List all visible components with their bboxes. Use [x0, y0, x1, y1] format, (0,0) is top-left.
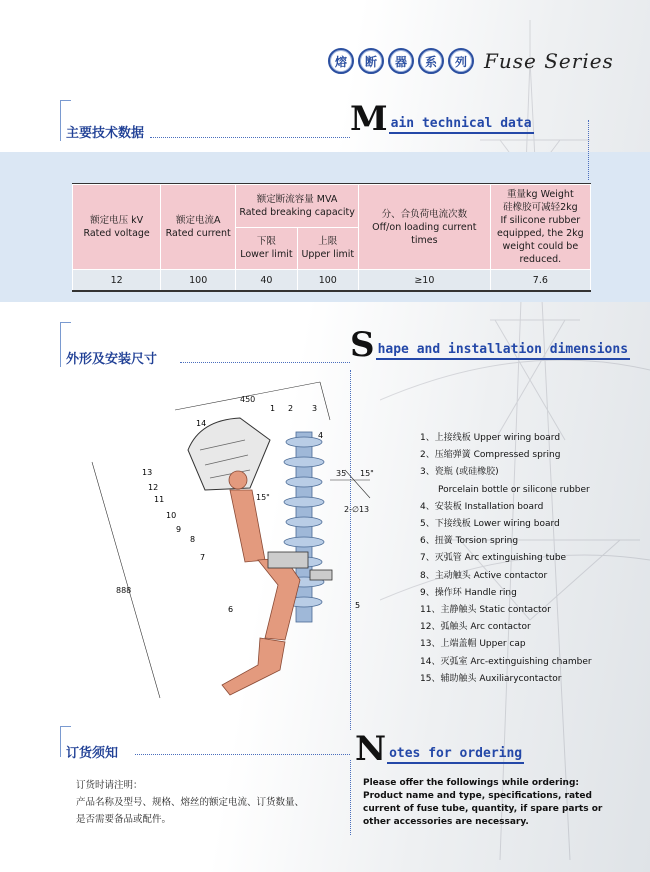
- list-item: 11、主静触头 Static contactor: [420, 605, 551, 616]
- list-item: Porcelain bottle or silicone rubber: [438, 484, 590, 495]
- list-item: 1、上接线板 Upper wiring board: [420, 433, 561, 443]
- dim-angle: 15": [360, 469, 374, 478]
- table-cell: 12: [73, 270, 161, 292]
- dim-hole: 2-∅13: [344, 505, 370, 514]
- spec-table: [72, 184, 591, 292]
- dim-height: 888: [116, 586, 132, 595]
- list-item: 6、扭簧 Torsion spring: [420, 536, 519, 547]
- fuse-dimension-drawing: [80, 380, 380, 710]
- table-rule-bottom: [72, 290, 591, 292]
- series-badge: 熔: [328, 48, 354, 74]
- series-badge: 系: [418, 48, 444, 74]
- dotted-guide: [350, 760, 351, 835]
- table-cell: 100: [297, 270, 358, 292]
- list-item: 12、弧触头 Arc contactor: [420, 622, 531, 633]
- note-line: Product name and type, specifications, rated current of fuse tube, quantity, if spare parts or other accessories are necessary.: [363, 791, 603, 827]
- col-header-lower: 下限 Lower limit: [236, 227, 297, 270]
- parts-list: [420, 430, 592, 688]
- series-header: [328, 48, 614, 74]
- section-underline: [135, 754, 350, 755]
- section-initial: M: [350, 99, 388, 139]
- dimension-line: [92, 462, 160, 698]
- list-item: 8、主动触头 Active contactor: [420, 570, 548, 581]
- list-item: 14、灭弧室 Arc-extinguishing chamber: [420, 656, 592, 667]
- section-title-rest: otes for ordering: [387, 746, 524, 764]
- list-item: 9、操作环 Handle ring: [420, 587, 517, 598]
- dotted-guide: [588, 120, 589, 180]
- dim-width: 450: [240, 395, 256, 404]
- dim-offset: 35: [336, 469, 347, 478]
- table-cell: 7.6: [490, 270, 590, 292]
- note-line: 是否需要备品或配件。: [76, 814, 172, 825]
- callout: 6: [228, 605, 234, 614]
- col-header-voltage: 额定电压 kV Rated voltage: [73, 185, 161, 270]
- callout: 3: [312, 404, 318, 413]
- callout: 8: [190, 535, 196, 544]
- series-badge: 断: [358, 48, 384, 74]
- list-item: 5、下接线板 Lower wiring board: [420, 519, 560, 530]
- list-item: 15、辅助触头 Auxiliarycontactor: [420, 673, 562, 684]
- note-line: 订货时请注明：: [76, 780, 143, 791]
- section-title-cn: 主要技术数据: [66, 126, 145, 141]
- callout: 12: [148, 483, 159, 492]
- table-cell: 40: [236, 270, 297, 292]
- callout: 1: [270, 404, 276, 413]
- table-row: [73, 270, 591, 292]
- callout: 9: [176, 525, 182, 534]
- callout: 4: [318, 431, 324, 440]
- section-title-en: [350, 325, 630, 365]
- table-cell: ≥10: [358, 270, 490, 292]
- section-initial: N: [355, 729, 387, 769]
- section-underline: [180, 362, 350, 363]
- col-header-current: 额定电流A Rated current: [161, 185, 236, 270]
- list-item: 4、安装板 Installation board: [420, 501, 544, 512]
- callout: 10: [166, 511, 177, 520]
- callout: 14: [196, 419, 207, 428]
- callout: 5: [355, 601, 361, 610]
- section-title-rest: hape and installation dimensions: [376, 342, 630, 360]
- col-header-times: 分、合负荷电流次数 Off/on loading current times: [358, 185, 490, 270]
- table-cell: 100: [161, 270, 236, 292]
- list-item: 3、瓷瓶 (或硅橡胶): [420, 467, 499, 478]
- note-line: 产品名称及型号、规格、熔丝的额定电流、订货数量、: [76, 797, 305, 808]
- section-title-rest: ain technical data: [389, 116, 534, 134]
- col-header-upper: 上限 Upper limit: [297, 227, 358, 270]
- dim-angle: 15": [256, 493, 270, 502]
- section-title-cn: 订货须知: [66, 746, 119, 761]
- section-underline: [150, 137, 350, 138]
- section-title-en: [350, 99, 534, 139]
- section-title-cn: 外形及安装尺寸: [66, 352, 158, 367]
- section-initial: S: [350, 325, 375, 365]
- list-item: 13、上端盖帽 Upper cap: [420, 639, 526, 650]
- note-line: Please offer the followings while ordering:: [363, 778, 580, 788]
- series-badge: 列: [448, 48, 474, 74]
- callout: 11: [154, 495, 165, 504]
- series-title-en: Fuse Series: [484, 49, 614, 73]
- callout: 7: [200, 553, 206, 562]
- section-title-en: [355, 729, 524, 769]
- list-item: 2、压缩弹簧 Compressed spring: [420, 450, 561, 461]
- notes-en: [363, 777, 625, 829]
- callout: 2: [288, 404, 294, 413]
- list-item: 7、灭弧管 Arc extinguishing tube: [420, 553, 567, 564]
- series-badge: 器: [388, 48, 414, 74]
- notes-cn: [76, 777, 304, 828]
- col-header-breaking: 额定断流容量 MVA Rated breaking capacity: [236, 185, 359, 228]
- callout: 13: [142, 468, 153, 477]
- col-header-weight: 重量kg Weight 硅橡胶可减轻2kg If silicone rubber equipped, the 2kg weight could be reduced.: [490, 185, 590, 270]
